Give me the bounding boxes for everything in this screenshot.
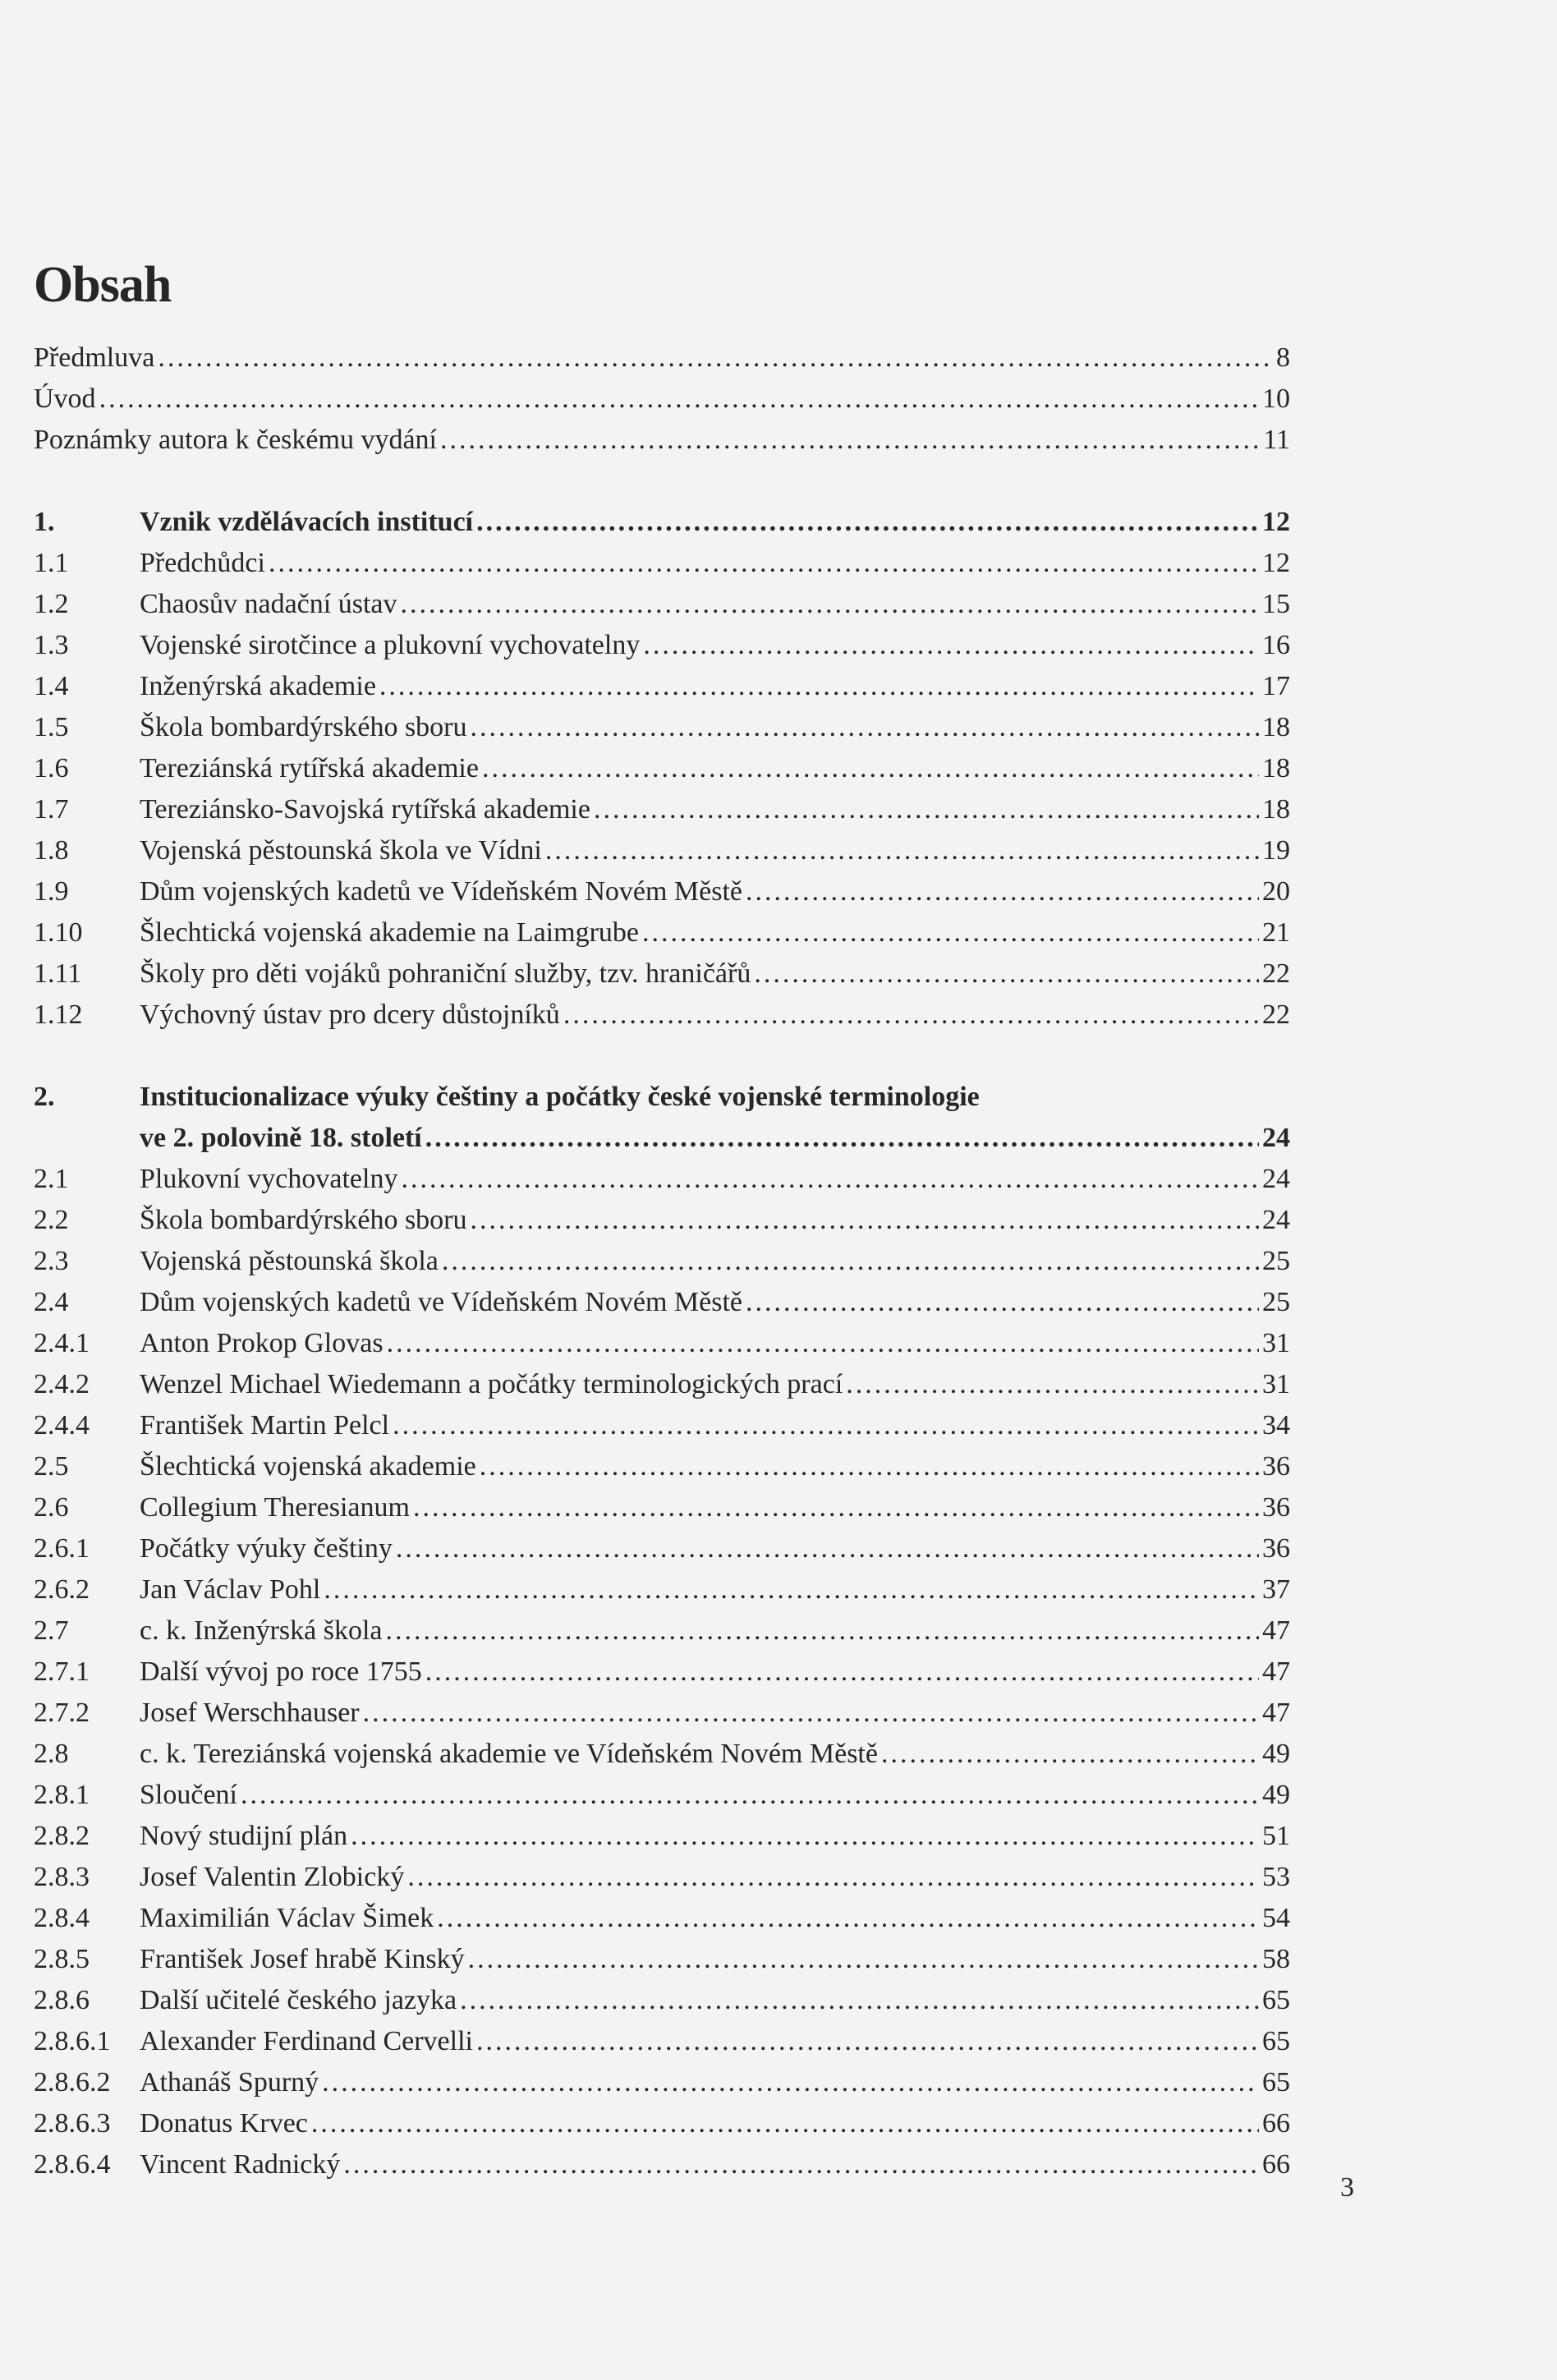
toc-entry-page: 47 <box>1262 1698 1290 1728</box>
toc-entry-page: 24 <box>1262 1164 1290 1194</box>
toc-entry-page: 58 <box>1262 1944 1290 1974</box>
toc-entry-title: Školy pro děti vojáků pohraniční služby, tzv. hraničářů <box>140 958 751 989</box>
toc-entry-number: 2.6.2 <box>34 1574 90 1605</box>
section-gap <box>34 1036 1290 1077</box>
toc-entry-title: Škola bombardýrského sboru <box>140 1205 467 1235</box>
toc-entry-page: 22 <box>1262 999 1290 1030</box>
toc-entry <box>34 1939 1290 1980</box>
toc-entry-page: 20 <box>1262 876 1290 907</box>
toc-entry-title: Vojenská pěstounská škola ve Vídni <box>140 835 542 866</box>
toc-entry-page: 18 <box>1262 794 1290 825</box>
dot-leader <box>407 1857 1259 1898</box>
toc-entry <box>34 1118 1290 1159</box>
toc-entry-number: 2.7 <box>34 1615 69 1646</box>
toc-entry <box>34 1077 1290 1118</box>
dot-leader <box>643 625 1259 666</box>
toc-entry <box>34 707 1290 748</box>
dot-leader <box>437 1898 1259 1939</box>
toc-entry-page: 31 <box>1262 1328 1290 1358</box>
toc-entry <box>34 1528 1290 1569</box>
toc-entry-page: 49 <box>1262 1780 1290 1810</box>
toc-entry-number: 1.2 <box>34 589 69 619</box>
toc-entry-title: Dům vojenských kadetů ve Vídeňském Novém Městě <box>140 1287 743 1317</box>
toc-entry-page: 37 <box>1262 1574 1290 1605</box>
toc-entry <box>34 1857 1290 1898</box>
dot-leader <box>322 2062 1259 2103</box>
toc-entry-page: 66 <box>1262 2108 1290 2139</box>
toc-entry <box>34 1364 1290 1405</box>
dot-leader <box>476 502 1259 543</box>
toc-entry <box>34 1775 1290 1816</box>
toc-entry-title: Poznámky autora k českému vydání <box>34 425 437 455</box>
toc-entry-page: 12 <box>1262 548 1290 578</box>
dot-leader <box>324 1569 1259 1610</box>
toc-entry-number: 2.8.2 <box>34 1821 90 1851</box>
toc-entry-title: Škola bombardýrského sboru <box>140 712 467 742</box>
toc-entry-title: Dům vojenských kadetů ve Vídeňském Novém Městě <box>140 876 743 907</box>
toc-entry-page: 65 <box>1262 1985 1290 2015</box>
dot-leader <box>642 912 1259 953</box>
dot-leader <box>387 1323 1259 1364</box>
toc-entry <box>34 1159 1290 1200</box>
toc-entry-number: 2.6.1 <box>34 1533 90 1564</box>
toc-entry-title: Josef Werschhauser <box>140 1698 360 1728</box>
toc-entry <box>34 1652 1290 1693</box>
toc-entry-title: Athanáš Spurný <box>140 2067 319 2097</box>
toc-entry-page: 47 <box>1262 1615 1290 1646</box>
toc-entry-title: Alexander Ferdinand Cervelli <box>140 2026 473 2056</box>
dot-leader <box>442 1241 1259 1282</box>
toc-entry-number: 2.8.5 <box>34 1944 90 1974</box>
toc-entry-number: 1.6 <box>34 753 69 783</box>
toc-entry-page: 36 <box>1262 1451 1290 1482</box>
toc-entry-page: 51 <box>1262 1821 1290 1851</box>
dot-leader <box>846 1364 1259 1405</box>
dot-leader <box>363 1693 1259 1734</box>
toc-entry-number: 2. <box>34 1082 55 1112</box>
toc-entry <box>34 2144 1290 2185</box>
toc-entry-number: 2.8.6.4 <box>34 2149 111 2180</box>
toc-entry <box>34 830 1290 871</box>
dot-leader <box>754 953 1259 995</box>
dot-leader <box>471 1200 1259 1241</box>
toc-entry-page: 53 <box>1262 1862 1290 1892</box>
dot-leader <box>413 1487 1259 1528</box>
dot-leader <box>269 543 1259 584</box>
toc-entry-page: 12 <box>1262 507 1290 537</box>
dot-leader <box>545 830 1259 871</box>
toc-entry-number: 2.8 <box>34 1739 69 1769</box>
toc-entry-title: Vojenské sirotčince a plukovní vychovatelny <box>140 630 641 660</box>
toc-entry-page: 47 <box>1262 1656 1290 1687</box>
toc-entry <box>34 1816 1290 1857</box>
toc-entry-page: 31 <box>1262 1369 1290 1399</box>
toc-entry-title: Předmluva <box>34 342 155 373</box>
toc-entry <box>34 625 1290 666</box>
toc-entry <box>34 953 1290 995</box>
section-gap <box>34 461 1290 502</box>
toc-entry <box>34 1693 1290 1734</box>
toc-entry-title: Plukovní vychovatelny <box>140 1164 398 1194</box>
toc-entry-number: 2.4.1 <box>34 1328 90 1358</box>
dot-leader <box>594 789 1259 830</box>
toc-entry-number: 1. <box>34 507 55 537</box>
toc-entry-number: 2.5 <box>34 1451 69 1482</box>
toc-entry <box>34 1898 1290 1939</box>
toc-entry-page: 36 <box>1262 1533 1290 1564</box>
toc-entry <box>34 420 1290 461</box>
toc-entry <box>34 502 1290 543</box>
toc-entry-number: 2.8.6 <box>34 1985 90 2015</box>
toc-entry-number: 1.5 <box>34 712 69 742</box>
toc-entry <box>34 2062 1290 2103</box>
toc-entry <box>34 995 1290 1036</box>
toc-entry <box>34 543 1290 584</box>
toc-entry-number: 1.1 <box>34 548 69 578</box>
dot-leader <box>396 1528 1259 1569</box>
toc-entry-number: 2.4 <box>34 1287 69 1317</box>
dot-leader <box>99 379 1259 420</box>
toc-entry-title: František Martin Pelcl <box>140 1410 390 1440</box>
toc-entry-page: 17 <box>1262 671 1290 701</box>
toc-entry <box>34 871 1290 912</box>
dot-leader <box>379 666 1259 707</box>
dot-leader <box>425 1118 1259 1159</box>
toc-entry-title: Výchovný ústav pro dcery důstojníků <box>140 999 560 1030</box>
toc-entry-number: 2.8.3 <box>34 1862 90 1892</box>
toc-entry <box>34 584 1290 625</box>
toc-entry <box>34 1980 1290 2021</box>
dot-leader <box>471 707 1259 748</box>
toc-entry-title: Donatus Krvec <box>140 2108 308 2139</box>
toc-entry-title: c. k. Inženýrská škola <box>140 1615 383 1646</box>
toc-entry-number: 1.9 <box>34 876 69 907</box>
toc-entry-number: 1.11 <box>34 958 82 989</box>
dot-leader <box>482 748 1259 789</box>
toc-entry <box>34 2103 1290 2144</box>
dot-leader <box>401 1159 1259 1200</box>
toc-entry-title: Další učitelé českého jazyka <box>140 1985 457 2015</box>
toc-entry-page: 25 <box>1262 1246 1290 1276</box>
dot-leader <box>746 871 1259 912</box>
toc-entry <box>34 1241 1290 1282</box>
toc-entry <box>34 789 1290 830</box>
toc-entry <box>34 1323 1290 1364</box>
toc-entry-title: Další vývoj po roce 1755 <box>140 1656 422 1687</box>
toc-entry-title: František Josef hrabě Kinský <box>140 1944 465 1974</box>
toc-entry <box>34 2021 1290 2062</box>
dot-leader <box>158 338 1269 379</box>
dot-leader <box>386 1610 1259 1652</box>
table-of-contents <box>34 338 1290 2185</box>
toc-entry-title: c. k. Tereziánská vojenská akademie ve Vídeňském Novém Městě <box>140 1739 878 1769</box>
dot-leader <box>343 2144 1259 2185</box>
toc-entry-title: Nový studijní plán <box>140 1821 348 1851</box>
toc-entry-page: 11 <box>1263 425 1290 455</box>
toc-entry-title: Tereziánská rytířská akademie <box>140 753 479 783</box>
toc-entry-page: 10 <box>1262 384 1290 414</box>
dot-leader <box>401 584 1260 625</box>
toc-entry-number: 1.4 <box>34 671 69 701</box>
dot-leader <box>311 2103 1259 2144</box>
toc-entry-number: 2.4.4 <box>34 1410 90 1440</box>
toc-entry-title: ve 2. polovině 18. století <box>140 1123 422 1153</box>
toc-entry-number: 2.3 <box>34 1246 69 1276</box>
toc-entry-title: Tereziánsko-Savojská rytířská akademie <box>140 794 590 825</box>
dot-leader <box>468 1939 1259 1980</box>
toc-entry <box>34 338 1290 379</box>
toc-entry-title: Collegium Theresianum <box>140 1492 410 1523</box>
dot-leader <box>393 1405 1259 1446</box>
toc-entry-page: 65 <box>1262 2067 1290 2097</box>
toc-entry-number: 1.12 <box>34 999 83 1030</box>
toc-entry-page: 16 <box>1262 630 1290 660</box>
toc-entry-number: 1.8 <box>34 835 69 866</box>
toc-entry-number: 2.2 <box>34 1205 69 1235</box>
toc-entry-page: 25 <box>1262 1287 1290 1317</box>
toc-entry-page: 49 <box>1262 1739 1290 1769</box>
page-number: 3 <box>1340 2172 1354 2203</box>
toc-entry <box>34 1487 1290 1528</box>
dot-leader <box>476 2021 1259 2062</box>
toc-entry <box>34 1734 1290 1775</box>
toc-entry-title: Vincent Radnický <box>140 2149 341 2180</box>
dot-leader <box>746 1282 1259 1323</box>
toc-entry-page: 36 <box>1262 1492 1290 1523</box>
toc-entry <box>34 1569 1290 1610</box>
toc-entry-title: Počátky výuky češtiny <box>140 1533 393 1564</box>
toc-entry <box>34 379 1290 420</box>
toc-entry-page: 34 <box>1262 1410 1290 1440</box>
toc-entry-page: 19 <box>1262 835 1290 866</box>
toc-entry-page: 15 <box>1262 589 1290 619</box>
toc-entry-page: 54 <box>1262 1903 1290 1933</box>
toc-entry-number: 2.8.4 <box>34 1903 90 1933</box>
toc-entry <box>34 1446 1290 1487</box>
toc-entry-number: 2.8.6.2 <box>34 2067 111 2097</box>
toc-entry-page: 18 <box>1262 753 1290 783</box>
toc-entry-title: Chaosův nadační ústav <box>140 589 397 619</box>
toc-entry-number: 1.3 <box>34 630 69 660</box>
toc-entry-title: Wenzel Michael Wiedemann a počátky terminologických prací <box>140 1369 843 1399</box>
toc-entry <box>34 912 1290 953</box>
toc-entry-title: Institucionalizace výuky češtiny a počátky české vojenské terminologie <box>140 1082 980 1112</box>
toc-entry-title: Jan Václav Pohl <box>140 1574 321 1605</box>
dot-leader <box>241 1775 1259 1816</box>
dot-leader <box>440 420 1260 461</box>
toc-entry-page: 65 <box>1262 2026 1290 2056</box>
dot-leader <box>480 1446 1259 1487</box>
dot-leader <box>351 1816 1259 1857</box>
toc-entry-number: 1.7 <box>34 794 69 825</box>
toc-entry-number: 2.8.6.1 <box>34 2026 111 2056</box>
toc-entry-number: 2.7.2 <box>34 1698 90 1728</box>
toc-entry-page: 24 <box>1262 1123 1290 1153</box>
toc-entry-page: 8 <box>1276 342 1290 373</box>
toc-entry-title: Josef Valentin Zlobický <box>140 1862 405 1892</box>
toc-entry-title: Anton Prokop Glovas <box>140 1328 384 1358</box>
dot-leader <box>563 995 1259 1036</box>
toc-entry <box>34 1200 1290 1241</box>
toc-entry-page: 22 <box>1262 958 1290 989</box>
toc-entry-page: 18 <box>1262 712 1290 742</box>
toc-entry-title: Šlechtická vojenská akademie <box>140 1451 476 1482</box>
page-title: Obsah <box>34 256 172 313</box>
toc-entry-page: 24 <box>1262 1205 1290 1235</box>
toc-entry-number: 2.8.1 <box>34 1780 90 1810</box>
toc-entry-number: 2.6 <box>34 1492 69 1523</box>
toc-entry-title: Sloučení <box>140 1780 237 1810</box>
toc-entry-title: Inženýrská akademie <box>140 671 376 701</box>
toc-entry <box>34 748 1290 789</box>
toc-entry-page: 66 <box>1262 2149 1290 2180</box>
dot-leader <box>425 1652 1259 1693</box>
toc-entry-number: 2.7.1 <box>34 1656 90 1687</box>
toc-entry <box>34 1405 1290 1446</box>
toc-entry-title: Maximilián Václav Šimek <box>140 1903 434 1933</box>
toc-entry-title: Šlechtická vojenská akademie na Laimgrube <box>140 917 639 948</box>
toc-entry-title: Úvod <box>34 384 96 414</box>
toc-entry-title: Předchůdci <box>140 548 265 578</box>
toc-entry-number: 1.10 <box>34 917 83 948</box>
toc-entry-number: 2.8.6.3 <box>34 2108 111 2139</box>
toc-entry-page: 21 <box>1262 917 1290 948</box>
toc-entry-number: 2.1 <box>34 1164 69 1194</box>
toc-entry <box>34 666 1290 707</box>
toc-entry <box>34 1610 1290 1652</box>
toc-entry-number: 2.4.2 <box>34 1369 90 1399</box>
dot-leader <box>460 1980 1259 2021</box>
toc-entry-title: Vojenská pěstounská škola <box>140 1246 439 1276</box>
toc-entry-title: Vznik vzdělávacích institucí <box>140 507 474 537</box>
dot-leader <box>881 1734 1259 1775</box>
toc-entry <box>34 1282 1290 1323</box>
